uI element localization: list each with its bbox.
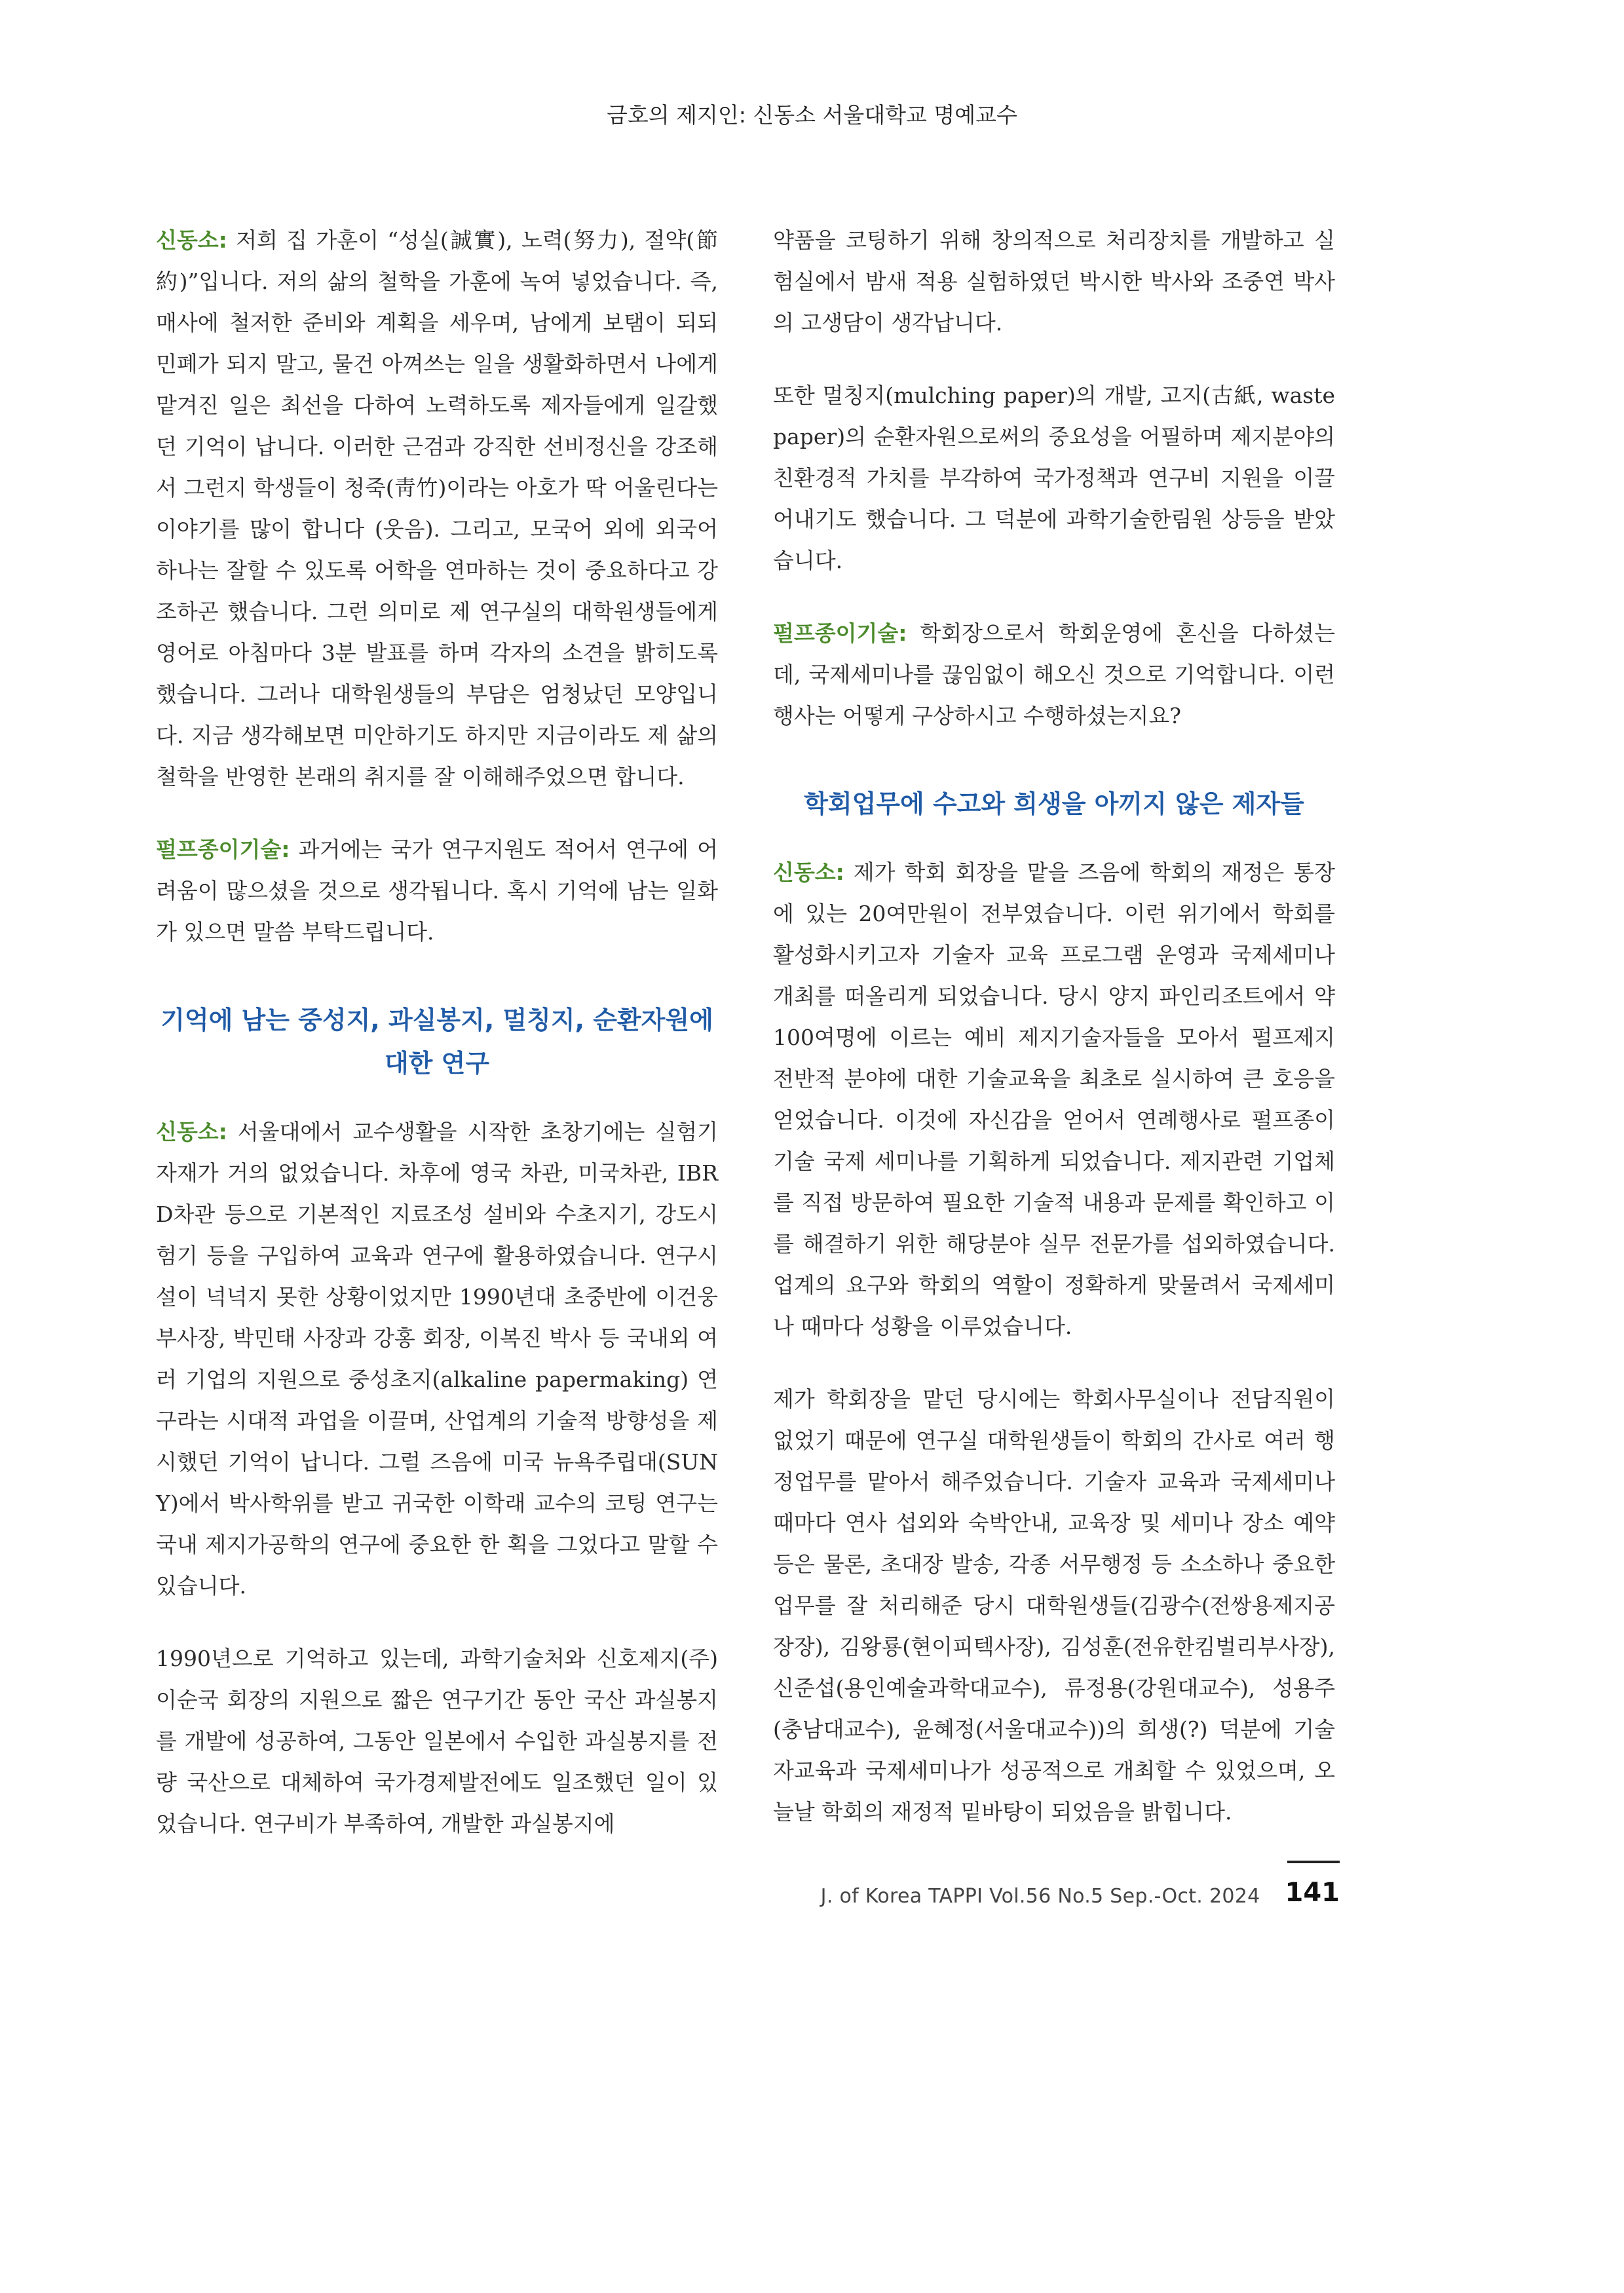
paragraph [156,1111,718,1606]
paragraph: 제가 학회장을 맡던 당시에는 학회사무실이나 전담직원이 없었기 때문에 연구실 대학원생들이 학회의 간사로 여러 행정업무를 맡아서 해주었습니다. 기술자 교육과 국제세미나 때마다 연사 섭외와 숙박안내, 교육장 및 세미나 장소 예약 등은 물론, 초대장 발송, 각종 서무행정 등 소소하나 중요한 업무를 잘 처리해준 당시 대학원생들(김광수(전쌍용제지공장장), 김왕룡(현이피텍사장), 김성훈(전유한킴벌리부사장), 신준섭(용인예술과학대교수), 류정용(강원대교수), 성용주(충남대교수), 윤혜정(서울대교수))의 희생(?) 덕분에 기술자교육과 국제세미나가 성공적으로 개최할 수 있었으며, 오늘날 학회의 재정적 밑바탕이 되었음을 밝힙니다. [773,1386,1335,1825]
page-number: 141 [1285,1878,1340,1908]
paragraph [773,613,1335,736]
speaker-label: 신동소: [773,860,844,885]
right-column [773,219,1335,1864]
paragraph-text: 서울대에서 교수생활을 시작한 초창기에는 실험기자재가 거의 없었습니다. 차후에 영국 차관, 미국차관, IBRD차관 등으로 기본적인 지료조성 설비와 수초지기, 강도시험기 등을 구입하여 교육과 연구에 활용하였습니다. 연구시설이 넉넉지 못한 상황이었지만 1990년대 초중반에 이건웅 부사장, 박민태 사장과 강홍 회장, 이복진 박사 등 국내외 여러 기업의 지원으로 중성초지(alkaline papermaking) 연구라는 시대적 과업을 이끌며, 산업계의 기술적 방향성을 제시했던 기억이 납니다. 그럴 즈음에 미국 뉴욕주립대(SUNY)에서 박사학위를 받고 귀국한 이학래 교수의 코팅 연구는 국내 제지가공학의 연구에 중요한 한 획을 그었다고 말할 수 있습니다. [156,1119,718,1599]
paragraph-text: 제가 학회 회장을 맡을 즈음에 학회의 재정은 통장에 있는 20여만원이 전부였습니다. 이런 위기에서 학회를 활성화시키고자 기술자 교육 프로그램 운영과 국제세미나 개최를 떠올리게 되었습니다. 당시 양지 파인리조트에서 약 100여명에 이르는 예비 제지기술자들을 모아서 펄프제지 전반적 분야에 대한 기술교육을 최초로 실시하여 큰 호응을 얻었습니다. 이것에 자신감을 얻어서 연례행사로 펄프종이기술 국제 세미나를 기획하게 되었습니다. 제지관련 기업체를 직접 방문하여 필요한 기술적 내용과 문제를 확인하고 이를 해결하기 위한 해당분야 실무 전문가를 섭외하였습니다. 업계의 요구와 학회의 역할이 정확하게 맞물려서 국제세미나 때마다 성황을 이루었습니다. [773,860,1335,1339]
running-title: 금호의 제지인: 신동소 서울대학교 명예교수 [607,102,1017,128]
speaker-label: 신동소: [156,1119,227,1145]
section-heading: 학회업무에 수고와 희생을 아끼지 않은 제자들 [804,789,1304,818]
speaker-label: 펄프종이기술: [773,620,907,646]
left-column [156,219,718,1876]
footer-rule [1287,1861,1340,1863]
paragraph [156,219,718,797]
speaker-label: 신동소: [156,227,227,253]
journal-citation: J. of Korea TAPPI Vol.56 No.5 Sep.-Oct. 2024 [820,1885,1260,1908]
page-footer [821,1878,1340,1908]
paragraph: 또한 멀칭지(mulching paper)의 개발, 고지(古紙, waste paper)의 순환자원으로써의 중요성을 어필하며 제지분야의 친환경적 가치를 부각하여 국가정책과 연구비 지원을 이끌어내기도 했습니다. 그 덕분에 과학기술한림원 상등을 받았습니다. [773,383,1335,573]
paragraph: 1990년으로 기억하고 있는데, 과학기술처와 신호제지(주) 이순국 회장의 지원으로 짧은 연구기간 동안 국산 과실봉지를 개발에 성공하여, 그동안 일본에서 수입한 과실봉지를 전량 국산으로 대체하여 국가경제발전에도 일조했던 일이 있었습니다. 연구비가 부족하여, 개발한 과실봉지에 [156,1646,718,1836]
paragraph [773,852,1335,1347]
paragraph-text: 학회장으로서 학회운영에 혼신을 다하셨는데, 국제세미나를 끊임없이 해오신 것으로 기억합니다. 이런 행사는 어떻게 구상하시고 수행하셨는지요? [773,620,1335,729]
paragraph [156,829,718,953]
paragraph-text: 과거에는 국가 연구지원도 적어서 연구에 어려움이 많으셨을 것으로 생각됩니다. 혹시 기억에 남는 일화가 있으면 말씀 부탁드립니다. [156,837,718,945]
section-heading: 기억에 남는 중성지, 과실봉지, 멀칭지, 순환자원에 대한 연구 [161,1006,713,1078]
speaker-label: 펄프종이기술: [156,837,290,862]
paragraph: 약품을 코팅하기 위해 창의적으로 처리장치를 개발하고 실험실에서 밤새 적용 실험하였던 박시한 박사와 조중연 박사의 고생담이 생각납니다. [773,227,1335,335]
paragraph-text: 저희 집 가훈이 “성실(誠實), 노력(努力), 절약(節約)”입니다. 저의 삶의 철학을 가훈에 녹여 넣었습니다. 즉, 매사에 철저한 준비와 계획을 세우며, 남에게 보탬이 되되 민폐가 되지 말고, 물건 아껴쓰는 일을 생활화하면서 나에게 맡겨진 일은 최선을 다하여 노력하도록 제자들에게 일갈했던 기억이 납니다. 이러한 근검과 강직한 선비정신을 강조해서 그런지 학생들이 청죽(靑竹)이라는 아호가 딱 어울린다는 이야기를 많이 합니다 (웃음). 그리고, 모국어 외에 외국어 하나는 잘할 수 있도록 어학을 연마하는 것이 중요하다고 강조하곤 했습니다. 그런 의미로 제 연구실의 대학원생들에게 영어로 아침마다 3분 발표를 하며 각자의 소견을 밝히도록 했습니다. 그러나 대학원생들의 부담은 엄청났던 모양입니다. 지금 생각해보면 미안하기도 하지만 지금이라도 제 삶의 철학을 반영한 본래의 취지를 잘 이해해주었으면 합니다. [156,227,718,789]
